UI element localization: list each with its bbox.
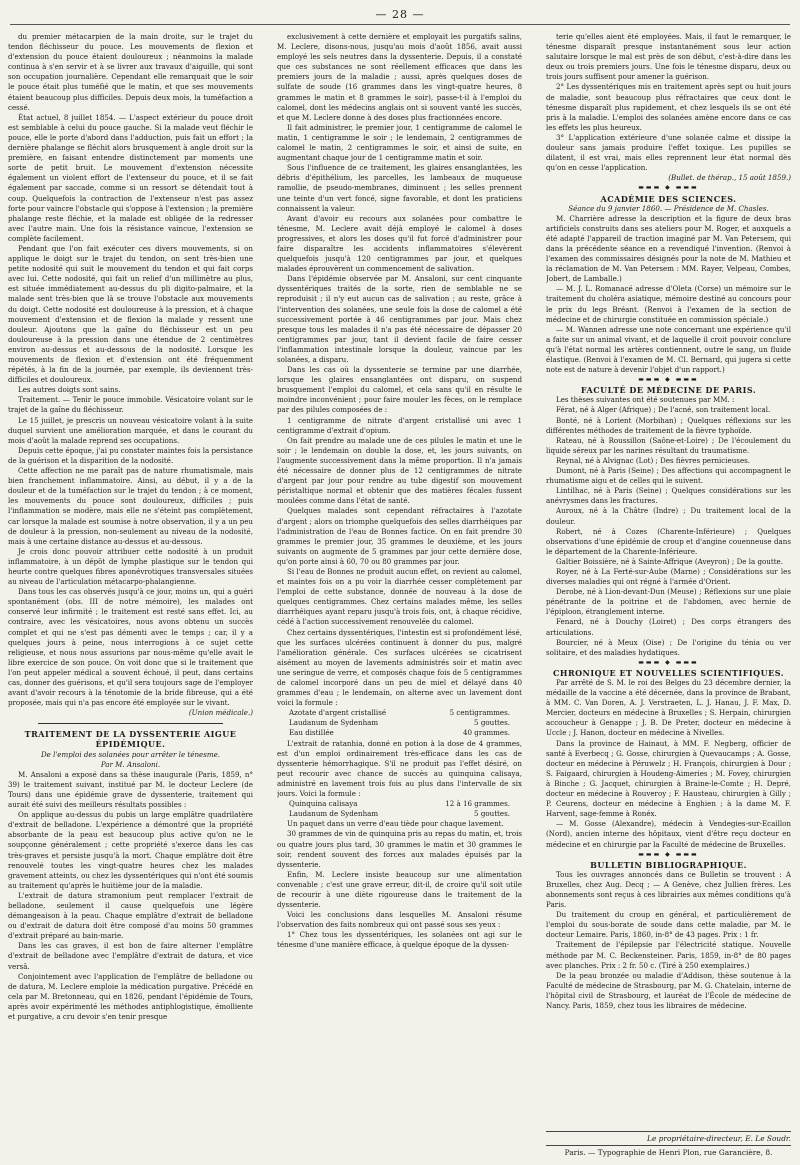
thesis-item: Robert, né à Cozes (Charente-Inférieure) ; Quelques observations d'une épidémie de croup et d'angine couenneuse dans le département de la Charente-Inférieure. xyxy=(546,526,791,556)
session-line: Séance du 9 janvier 1860. — Présidence de M. Chasles. xyxy=(568,203,769,213)
paragraph: Si l'eau de Bonnes ne produit aucun effet, on revient au calomel, et maintes fois on a pu voir la diarrhée cesser complètement par l'emploi de cette substance, donnée de nouveau à la dose de quelques centigrammes. Chez certains malades même, les selles diarrhéiques ayant reparu jusqu'à trois fois, ont, à chaque récidive, cédé à l'action successivement renouvelée du calomel. xyxy=(277,566,522,627)
paragraph: Dans la province de Hainaut, à MM. F. Negberg, officier de santé à Everbecq ; G. Gosse, chirurgien à Quevaucamps ; A. Gosse, docteur en médecine à Péruwelz ; H. François, chirurgien à Dour ; S. Faigaard, chirurgien à Houdeng-Aimeries ; M. Fovey, chirurgien à Binche ; G. Jacquet, chirurgien à Braine-le-Comte ; H. Depré, docteur en médecine à Rouveroy ; F. Hausteau, chirurgien à Gilly ; P. Ceurens, docteur en médecine à Enghien ; à la dame M. F. Harvent, sage-femme à Ronéx. xyxy=(546,738,791,819)
thesis-item: Auroux, né à la Châtre (Indre) ; Du traitement local de la douleur. xyxy=(546,506,791,526)
paragraph: Les thèses suivantes ont été soutenues par MM. : xyxy=(556,395,735,405)
paragraph: — M. J. L. Romanacé adresse d'Oleta (Corse) un mémoire sur le traitement du choléra asiatique, mémoire destiné au concours pour le prix du legs Bréant. (Renvoi à l'examen de la section de médecine et de chirurgie constituée en commission spéciale.) xyxy=(546,284,791,324)
paragraph: Du traitement du croup en général, et particulièrement de l'emploi du sous-borate de soude dans cette maladie, par M. le docteur Lemaire. Paris, 1860, in-8° de 43 pages. Prix : 1 fr. xyxy=(546,910,791,940)
thesis-item: Dumont, né à Paris (Seine) ; Des affections qui accompagnent le rhumatisme aigu et de celles qui le suivent. xyxy=(546,466,791,486)
paragraph: On applique au-dessus du pubis un large emplâtre quadrilatère d'extrait de belladone. L'expérience a démontré que la propriété absorbante de la peau est beaucoup plus active qu'on ne le soupçonne généralement ; cette propriété s'exerce dans les cas très-graves et persiste jusqu'à la mort. Chaque emplâtre doit être renouvelé toutes les vingt-quatre heures chez les malades gravement atteints, ou chez les dyssentériques qui n'ont été soumis au traitement qu'après le huitième jour de la maladie. xyxy=(8,810,253,890)
thesis-item: Bonté, né à Lorient (Morbihan) ; Quelques réflexions sur les différentes méthodes de traitement de la fièvre typhoïde. xyxy=(546,415,791,435)
section-title-academy: ACADÉMIE DES SCIENCES. xyxy=(600,193,737,204)
formula-line: Azotate d'argent cristallisé 5 centigrammes. xyxy=(289,708,510,718)
paragraph: du premier métacarpien de la main droite, sur le trajet du tendon fléchisseur du pouce. Les mouvements de flexion et d'extension du pouce étaient douloureux ; néanmoins la malade continua à s'en servir et à se livrer aux travaux d'aiguille, qui sont son occupation journalière. Cependant elle remarquait que le soir le pouce était plus tuméfié que le matin, et que ses mouvements étaient beaucoup plus difficiles. Depuis deux mois, la tuméfaction a cessé. xyxy=(8,32,253,112)
source-citation: (Union médicale.) xyxy=(188,708,253,718)
ornament-divider: ▬▬▬ ◆ ▬▬▬ xyxy=(638,376,699,384)
ornament-divider: ▬▬▬ ◆ ▬▬▬ xyxy=(638,184,699,192)
footer-rule xyxy=(546,1145,791,1146)
section-title-chronicle: CHRONIQUE ET NOUVELLES SCIENTIFIQUES. xyxy=(553,667,784,678)
printer-credit: Paris. — Typographie de Henri Plon, rue Garancière, 8. xyxy=(564,1148,773,1157)
paragraph: Cette affection ne me paraît pas de nature rhumatismale, mais bien franchement inflammatoire. Ainsi, au début, il y a de la douleur et de la tuméfaction sur le trajet du tendon ; à ce moment, les mouvements du pouce sont douloureux, difficiles ; puis l'inflammation se modère, mais elle ne s'éteint pas complètement, car lorsque la malade est soumise à notre observation, il y a un peu de douleur à la pression, non-seulement au niveau de la nodosité, mais à une certaine distance au-dessus et au-dessous. xyxy=(8,466,253,546)
paragraph: Dans tous les cas observés jusqu'à ce jour, moins un, qui a guéri spontanément (obs. III de notre mémoire), les malades ont conservé leur infirmité ; le traitement est resté sans effet. Ici, au contraire, avec les vésicatoires, nous avons obtenu un succès complet et qui ne s'est pas démenti avec le temps ; car, il y a quelques jours à peine, nous interrogions à ce sujet cette religieuse, et nous nous assurions par nous-même qu'elle avait le libre exercice de son pouce. On voit donc que si le traitement que l'on peut appeler médical a souvent échoué, il peut, dans certains cas, donner des guérisons, et qu'il sera toujours sage de l'employer avant d'avoir recours à la ténotomie de la bride fibreuse, qui a été proposée, mais qui n'a pas encore été employée sur le vivant. xyxy=(8,587,253,708)
paragraph: Traitement. — Tenir le pouce immobile. Vésicatoire volant sur le trajet de la gaîne du fléchisseur. xyxy=(8,395,253,415)
thesis-item: Rateau, né à Roussillon (Saône-et-Loire) ; De l'écoulement du liquide séreux par les narines résultant du traumatisme. xyxy=(546,435,791,455)
section-title-bulletin: BULLETIN BIBLIOGRAPHIQUE. xyxy=(590,859,747,870)
paragraph: Tous les ouvrages annoncés dans ce Bulletin se trouvent : A Bruxelles, chez Aug. Decq ; — A Genève, chez Jullien frères. Les abonnements sont reçus à ces librairies aux mêmes conditions qu'à Paris. xyxy=(546,869,791,910)
page-number: — 28 — xyxy=(375,8,425,21)
paragraph: terie qu'elles aient été employées. Mais, il faut le remarquer, le ténesme disparaît presque instantanément sous leur action salutaire lorsque le mal est près de son début, c'est-à-dire dans les deux ou trois premiers jours. Une fois le ténesme disparu, deux ou trois jours suffisent pour amener la guérison. xyxy=(546,32,791,82)
article-author: Par M. Ansaloni. xyxy=(100,759,161,769)
paragraph: Enfin, M. Leclere insiste beaucoup sur une alimentation convenable ; c'est une grave erreur, dit-il, de croire qu'il soit utile de recourir à une diète rigoureuse dans le traitement de la dyssenterie. xyxy=(277,869,522,910)
paragraph: Dans les cas graves, il est bon de faire alterner l'emplâtre d'extrait de belladone avec l'emplâtre d'extrait de datura, et vice versâ. xyxy=(8,941,253,971)
paragraph: Les autres doigts sont sains. xyxy=(18,385,121,395)
paragraph: Sous l'influence de ce traitement, les glaires ensanglantées, les débris d'épithélium, les parcelles, les lambeaux de muqueuse ramollie, de pseudo-membranes, diminuent ; les selles prennent une teinte d'un vert foncé, signe favorable, et dont les praticiens connaissent la valeur. xyxy=(277,163,522,213)
thesis-item: Fenard, né à Douchy (Loiret) ; Des corps étrangers des articulations. xyxy=(546,617,791,637)
paragraph: L'extrait de datura stramonium peut remplacer l'extrait de belladone, seulement il cause quelquefois une légère démangeaison à la peau. Chaque emplâtre d'extrait de belladone ou d'extrait de datura doit être composé d'au moins 50 grammes d'extrait préparé au bain-marie. xyxy=(8,890,253,941)
paragraph: Depuis cette époque, j'ai pu constater maintes fois la persistance de la guérison et la disparition de la nodosité. xyxy=(8,445,253,465)
thesis-item: Derobe, né à Lion-devant-Dun (Meuse) ; Réflexions sur une plaie pénétrante de la poitrine et de l'abdomen, avec hernie de l'épiploon, étranglement interne. xyxy=(546,587,791,617)
thesis-item: Galtier Boissière, né à Sainte-Affrique (Aveyron) ; De la goutte. xyxy=(556,556,784,566)
paragraph: 30 grammes de vin de quinquina pris au repas du matin, et, trois ou quatre jours plus tard, 30 grammes le matin et 30 grammes le soir, rendent souvent des forces aux malades épuisés par la dyssenterie. xyxy=(277,829,522,869)
paragraph: 3° L'application extérieure d'une solanée calme et dissipe la douleur sans jamais produire l'effet toxique. Les pupilles se dilatent, il est vrai, mais elles reprennent leur état normal dès qu'on en cesse l'application. xyxy=(546,132,791,173)
formula-line: Laudanum de Sydenham 5 gouttes. xyxy=(289,809,510,819)
paragraph: Voici les conclusions dans lesquelles M. Ansaloni résume l'observation des faits nombreux qui ont passé sous ses yeux : xyxy=(277,910,522,930)
thesis-item: Férat, né à Alger (Afrique) ; De l'acné, son traitement local. xyxy=(556,405,771,415)
paragraph: Quelques malades sont cependant réfractaires à l'azotate d'argent ; alors on triomphe quelquefois des selles diarrhéiques par l'administration de l'eau de Bonnes factice. On en fait prendre 30 grammes le premier jour, 35 grammes le deuxième, et les jours suivants on augmente de 5 grammes par jour cette dernière dose, qu'on porte ainsi à 60, 70 ou 80 grammes par jour. xyxy=(277,506,522,566)
paragraph: M. Charrière adresse la description et la figure de deux bras artificiels construits dans ses ateliers pour M. Roger, et auxquels a été adapté l'appareil de traction imaginé par M. Van Petersem, qui dans la précédente séance en a revendiqué l'invention. (Renvoi à l'examen des commissaires désignés pour la note de M. Mathieu et la réclamation de M. Van Petersem : MM. Rayer, Velpeau, Combes, Jobert, de Lamballe.) xyxy=(546,213,791,284)
paragraph: Dans les cas où la dyssenterie se termine par une diarrhée, lorsque les glaires ensanglantées ont disparu, on suspend brusquement l'emploi du calomel, et cela sans qu'il en résulte le moindre inconvénient ; pour faire mouler les fèces, on le remplace par des pilules composées de : xyxy=(277,365,522,415)
paragraph: Il fait administrer, le premier jour, 1 centigramme de calomel le matin, 1 centigramme le soir ; le lendemain, 2 centigrammes de calomel le matin, 2 centigrammes le soir, et ainsi de suite, en augmentant chaque jour de 1 centigramme matin et soir. xyxy=(277,122,522,163)
paragraph: On fait prendre au malade une de ces pilules le matin et une le soir ; le lendemain on double la dose, et, les jours suivants, on l'augmente successivement dans la même proportion. Il n'a jamais été nécessaire de donner plus de 12 centigrammes de nitrate d'argent par jour pour rendre au tube digestif son mouvement péristaltique normal et obtenir que des matières fécales fussent moulées comme dans l'état de santé. xyxy=(277,435,522,506)
paragraph: Traitement de l'épilepsie par l'électricité statique. Nouvelle méthode par M. C. Beckensteiner. Paris, 1859, in-8° de 80 pages avec planches. Prix : 2 fr. 50 c. (Tiré à 250 exemplaires.) xyxy=(546,940,791,970)
formula-line: Laudanum de Sydenham 5 gouttes. xyxy=(289,718,510,728)
paragraph: Avant d'avoir eu recours aux solanées pour combattre le ténesme, M. Leclere avait déjà employé le calomel à doses progressives, et alors les doses qu'il fut forcé d'administrer pour faire disparaître les accidents inflammatoires s'élevèrent quelquefois jusqu'à 120 centigrammes par jour, et quelques malades éprouvèrent un commencement de salivation. xyxy=(277,213,522,274)
thesis-item: Bourcier, né à Meux (Oise) ; De l'origine du ténia ou ver solitaire, et des maladies hydatiques. xyxy=(546,637,791,657)
paragraph: — M. Gosse (Alexandre), médecin à Vendegies-sur-Ecaillon (Nord), ancien interne des hôpitaux, vient d'être reçu docteur en médecine et en chirurgie par la Faculté de médecine de Bruxelles. xyxy=(546,819,791,849)
paragraph: L'extrait de ratanhia, donné en potion à la dose de 4 grammes, est d'un emploi ordinairement très-efficace dans les cas de dyssenterie hémorrhagique. S'il ne produit pas l'effet désiré, on peut recourir avec chance de succès au quinquina calisaya, administré en lavement trois fois au plus dans l'intervalle de six jours. Voici la formule : xyxy=(277,738,522,799)
footer-rule xyxy=(546,1131,791,1132)
paragraph: Je crois donc pouvoir attribuer cette nodosité à un produit inflammatoire, à un dépôt de lymphe plastique sur le tendon qui heurte contre quelques fibres aponévrotiques transversales situées au niveau de l'articulation métacarpo-phalangienne. xyxy=(8,546,253,587)
paragraph: Dans l'épidémie observée par M. Ansaloni, sur cent cinquante dyssentériques traités de la sorte, rien de semblable ne se reproduisit ; il n'y eut aucun cas de salivation ; au reste, grâce à l'intervention des solanées, une seule fois la dose de calomel a été successivement portée à 46 centigrammes par jour. Mais chez presque tous les malades il n'a pas été nécessaire de dépasser 20 centigrammes par jour, tant il devient facile de faire cesser l'inflammation intestinale lorsque la douleur, vaincue par les solanées, a disparu. xyxy=(277,274,522,364)
column-2 xyxy=(277,32,522,1147)
section-title-faculty: FACULTÉ DE MÉDECINE DE PARIS. xyxy=(580,385,757,396)
formula-line: Quinquina calisaya 12 à 16 grammes. xyxy=(289,799,510,809)
section-divider xyxy=(38,723,223,724)
ornament-divider: ▬▬▬ ◆ ▬▬▬ xyxy=(638,850,699,858)
paragraph: Conjointement avec l'application de l'emplâtre de belladone ou de datura, M. Leclere emploie la médication purgative. Précédé en cela par M. Bretonneau, qui en 1826, pendant l'épidémie de Tours, après avoir expérimenté les méthodes antiphlogistique, émolliente et purgative, a cru devoir s'en tenir presque xyxy=(8,971,253,1021)
paragraph: Pendant que l'on fait exécuter ces divers mouvements, si on applique le doigt sur le trajet du tendon, on sent très-bien une petite nodosité qui suit le mouvement du tendon et qui fait corps avec lui. Cette nodosité, qui fait un relief d'un millimètre au plus, est située immédiatement au-dessus du pli digito-palmaire, et la malade sent très-bien que là se trouve l'obstacle aux mouvements du doigt. Cette nodosité est douloureuse à la pression, et à chaque mouvement d'extension et de flexion la malade y ressent une douleur. Ajoutons que la gaîne du fléchisseur est un peu douloureuse à la pression dans une étendue de 2 centimètres environ au-dessus et au-dessous de la nodosité. Lorsque les mouvements de flexion et d'extension ont été fréquemment répétés, à la fin de la journée, par exemple, ils deviennent très-difficiles et douloureux. xyxy=(8,243,253,385)
editor-credit: Le propriétaire-directeur, E. Le Soudr. xyxy=(647,1134,791,1143)
thesis-item: Royer, né à La Ferté-sur-Aube (Marne) ; Considérations sur les diverses maladies qui ont régné à l'armée d'Orient. xyxy=(546,566,791,587)
paragraph: 1 centigramme de nitrate d'argent cristallisé uni avec 1 centigramme d'extrait d'opium. xyxy=(277,415,522,435)
footer xyxy=(546,1129,791,1157)
source-citation: (Bullet. de thérap., 15 août 1859.) xyxy=(668,173,791,183)
thesis-item: Lintilhac, né à Paris (Seine) ; Quelques considérations sur les anévrysmes dans les fractures. xyxy=(546,486,791,506)
header-rule xyxy=(10,24,790,25)
thesis-item: Reynal, né à Alvignac (Lot) ; Des fièvres pernicieuses. xyxy=(556,455,751,465)
article-subtitle: De l'emploi des solanées pour arrêter le ténesme. xyxy=(40,749,221,759)
paragraph: — M. Wannen adresse une note concernant une expérience qu'il a faite sur un animal vivant, et de laquelle il croit pouvoir conclure qu'à l'état normal les artères contiennent, outre le sang, un fluide élastique. (Renvoi à l'examen de M. Cl. Bernard, qui jugera si cette note est de nature à devenir l'objet d'un rapport.) xyxy=(546,324,791,375)
formula-line: Eau distillée 40 grammes. xyxy=(289,728,510,738)
paragraph: exclusivement à cette dernière et employait les purgatifs salins, M. Leclere, disons-nous, jusqu'au mois d'août 1856, avait aussi employé les sels neutres dans la dyssenterie. Depuis, il a constaté que ces substances ne sont réellement efficaces que dans les premiers jours de la maladie ; aussi, après quelques doses de sulfate de soude (16 grammes dans les vingt-quatre heures, 8 grammes le matin et 8 grammes le soir), passe-t-il à l'emploi du calomel, dont les médecins anglais ont si souvent vanté les succès, et que M. Leclere donne à des doses plus fractionnées encore. xyxy=(277,32,522,122)
paragraph: 1° Chez tous les dyssentériques, les solanées ont agi sur le ténesme d'une manière efficace, à quelque époque de la dyssen- xyxy=(277,930,522,950)
ornament-divider: ▬▬▬ ◆ ▬▬▬ xyxy=(638,658,699,666)
paragraph: Chez certains dyssentériques, l'intestin est si profondément lésé, que les surfaces ulcérées continuent à donner du pus, malgré l'amélioration générale. Ces surfaces ulcérées se cicatrisent aisément au moyen de lavements administrés soir et matin avec une seringue de verre, et composés chaque fois de 5 centigrammes de calomel incorporé dans un peu de miel et délayé dans 40 grammes d'eau ; le lendemain, on alterne avec un lavement dont voici la formule : xyxy=(277,627,522,708)
article-title: TRAITEMENT DE LA DYSSENTERIE AIGUE ÉPIDÉMIQUE. xyxy=(24,729,237,750)
paragraph: Un paquet dans un verre d'eau tiède pour chaque lavement. xyxy=(287,819,504,829)
paragraph: M. Ansaloni a exposé dans sa thèse inaugurale (Paris, 1859, n° 39) le traitement suivant, institué par M. le docteur Leclere (de Tours) dans une épidémie grave de dyssenterie, traitement qui aurait été suivi des meilleurs résultats possibles : xyxy=(8,769,253,810)
paragraph: État actuel, 8 juillet 1854. — L'aspect extérieur du pouce droit est semblable à celui du pouce gauche. Si la malade veut fléchir le pouce, elle le porte d'abord dans l'adduction, puis fait un effort ; la dernière phalange se fléchit alors brusquement à angle droit sur la première, en faisant entendre distinctement par moments une sorte de petit bruit. Le mouvement d'extension nécessite également un violent effort de l'extenseur du pouce, et il se fait également par saccade, comme si un ressort se détendait tout à coup. Quelquefois la contraction de l'extenseur n'est pas assez forte pour vaincre l'obstacle qui s'oppose à l'extension ; la première phalange reste fléchie, et la malade est obligée de la redresser avec l'autre main. Une fois la résistance vaincue, l'extension se complète facilement. xyxy=(8,112,253,243)
column-3 xyxy=(546,32,791,1147)
column-1 xyxy=(8,32,253,1147)
paragraph: De la peau bronzée ou maladie d'Addison, thèse soutenue à la Faculté de médecine de Strasbourg, par M. G. Chatelain, interne de l'hôpital civil de Strasbourg, et lauréat de l'École de médecine de Nancy. Paris, 1859, chez tous les libraires de médecine. xyxy=(546,970,791,1010)
paragraph: Le 15 juillet, je prescris un nouveau vésicatoire volant à la suite duquel survient une amélioration marquée, et dans le courant du mois d'août la malade reprend ses occupations. xyxy=(8,415,253,445)
paragraph: 2° Les dyssentériques mis en traitement après sept ou huit jours de maladie, sont beaucoup plus réfractaires que ceux dont le ténesme disparaît plus rapidement, et chez lesquels ils se ont été pris à la maladie. L'emploi des solanées amène encore dans ce cas les effets les plus heureux. xyxy=(546,82,791,132)
paragraph: Par arrêté de S. M. le roi des Belges du 23 décembre dernier, la médaille de la vaccine a été décernée, dans la province de Brabant, à MM. C. Van Doren, A. J. Verstraeten, L. J. Hanau, J. F. Max, D. Mercier, docteurs en médecine à Bruxelles ; S. Herpain, chirurgien accoucheur à Genappe ; J. B. De Preter, docteur en médecine à Uccle ; J. Hanon, docteur en médecine à Nivelles. xyxy=(546,678,791,738)
